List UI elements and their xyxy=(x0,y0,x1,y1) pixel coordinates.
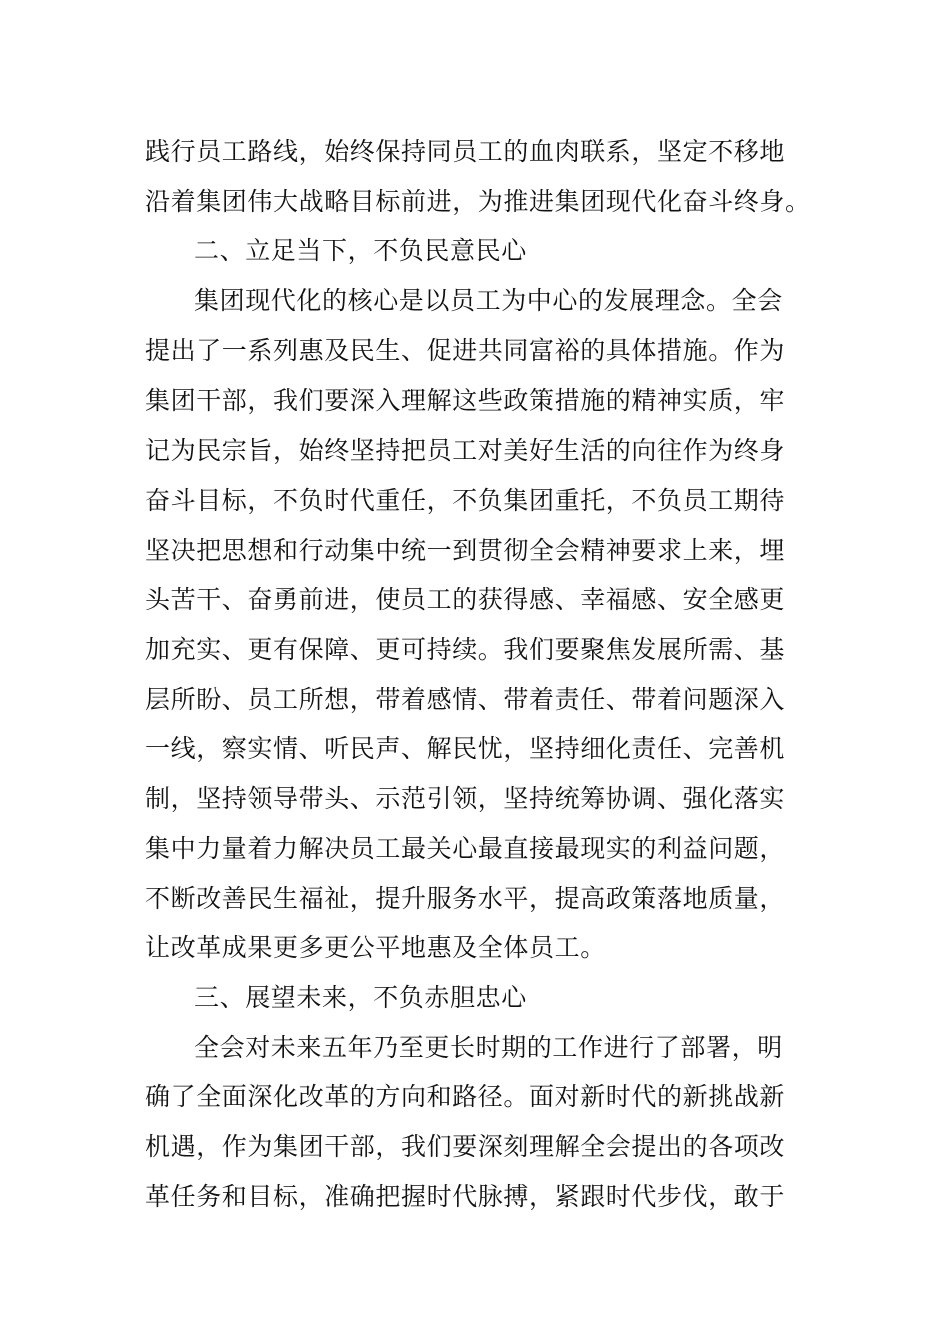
text-line: 沿着集团伟大战略目标前进，为推进集团现代化奋斗终身。 xyxy=(145,187,811,216)
text-line: 确了全面深化改革的方向和路径。面对新时代的新挑战新 xyxy=(145,1082,786,1111)
section-heading: 三、展望未来，不负赤胆忠心 xyxy=(194,983,527,1012)
text-line: 加充实、更有保障、更可持续。我们要聚焦发展所需、基 xyxy=(145,635,786,664)
text-line: 一线，察实情、听民声、解民忧，坚持细化责任、完善机 xyxy=(145,734,786,763)
paragraph-first-line: 全会对未来五年乃至更长时期的工作进行了部署，明 xyxy=(194,1033,783,1062)
text-line: 记为民宗旨，始终坚持把员工对美好生活的向往作为终身 xyxy=(145,436,786,465)
text-line: 不断改善民生福祉，提升服务水平，提高政策落地质量， xyxy=(145,884,786,913)
text-line: 提出了一系列惠及民生、促进共同富裕的具体措施。作为 xyxy=(145,336,786,365)
paragraph-first-line: 集团现代化的核心是以员工为中心的发展理念。全会 xyxy=(194,286,783,315)
text-line: 集中力量着力解决员工最关心最直接最现实的利益问题， xyxy=(145,834,786,863)
text-line: 奋斗目标，不负时代重任，不负集团重托，不负员工期待 xyxy=(145,486,786,515)
section-heading: 二、立足当下，不负民意民心 xyxy=(194,236,527,265)
text-line: 层所盼、员工所想，带着感情、带着责任、带着问题深入 xyxy=(145,685,786,714)
text-line: 革任务和目标，准确把握时代脉搏，紧跟时代步伐，敢于 xyxy=(145,1182,786,1211)
text-line: 集团干部，我们要深入理解这些政策措施的精神实质，牢 xyxy=(145,386,786,415)
text-line: 机遇，作为集团干部，我们要深刻理解全会提出的各项改 xyxy=(145,1132,786,1161)
text-line: 让改革成果更多更公平地惠及全体员工。 xyxy=(145,933,606,962)
text-line: 践行员工路线，始终保持同员工的血肉联系，坚定不移地 xyxy=(145,137,786,166)
text-line: 头苦干、奋勇前进，使员工的获得感、幸福感、安全感更 xyxy=(145,585,786,614)
text-line: 制，坚持领导带头、示范引领，坚持统筹协调、强化落实 xyxy=(145,784,786,813)
text-line: 坚决把思想和行动集中统一到贯彻全会精神要求上来，埋 xyxy=(145,536,786,565)
